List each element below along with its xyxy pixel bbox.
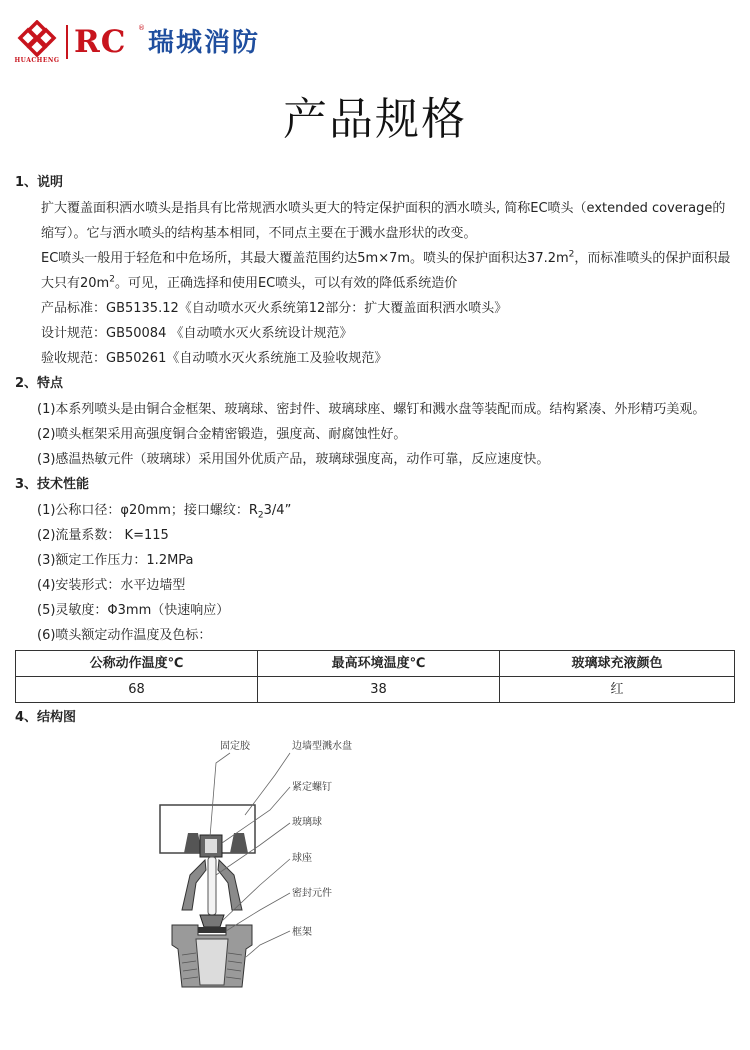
table-cell: 68 — [16, 677, 258, 703]
tech-item-1 — [15, 498, 737, 523]
label-bulb-seat: 球座 — [292, 853, 312, 864]
acceptance-standard: 验收规范：GB50261《自动喷水灭火系统施工及验收规范》 — [41, 351, 388, 366]
section1-p2c: 。可见，正确选择和使用EC喷头，可以有效的降低系统造价 — [114, 276, 458, 291]
bulb-seat-shape — [200, 915, 224, 927]
label-glass-bulb: 玻璃球 — [292, 817, 322, 828]
feature-item-1: (1)本系列喷头是由铜合金框架、玻璃球、密封件、玻璃球座、螺钉和溅水盘等装配而成。结构紧凑、外形精巧美观。 — [37, 402, 706, 417]
sprinkler-drawing-icon — [150, 735, 390, 995]
feature-item-3: (3)感温热敏元件（玻璃球）采用国外优质产品，玻璃球强度高，动作可靠，反应速度快。 — [37, 452, 550, 467]
glass-bulb-shape — [208, 857, 216, 915]
section1-paragraph1: 扩大覆盖面积洒水喷头是指具有比常规洒水喷头更大的特定保护面积的洒水喷头, 简称EC喷头（extended coverage的缩写）。它与洒水喷头的结构基本相同，不同点主要在于溅水盘形状的改变。 — [41, 201, 726, 241]
sub-2: 2 — [257, 510, 264, 521]
sprinkler-structure-diagram — [150, 735, 390, 995]
label-fixing-glue: 固定胶 — [220, 741, 250, 752]
section1-paragraph2 — [15, 246, 737, 296]
orifice-shape — [196, 939, 228, 985]
tech-item-1b: 3/4” — [263, 503, 292, 518]
label-frame: 框架 — [292, 927, 312, 938]
tech-item-4: (4)安装形式：水平边墙型 — [37, 578, 186, 593]
label-deflector: 边墙型溅水盘 — [292, 741, 352, 752]
section1-p2b: ，而标准喷头的保护面积最大只有20m — [41, 251, 731, 291]
logo-separator — [66, 25, 68, 59]
page-title: 产品规格 — [283, 94, 467, 145]
brand-logo — [14, 20, 314, 68]
label-seal: 密封元件 — [292, 888, 332, 899]
frame-arm-shape — [182, 860, 206, 910]
tech-item-1a: (1)公称口径：φ20mm；接口螺纹：R — [37, 503, 258, 518]
diamond-logo-icon — [14, 20, 60, 58]
section3-heading: 3、技术性能 — [15, 477, 90, 492]
table-cell: 38 — [257, 677, 499, 703]
sup-2: 2 — [568, 249, 575, 260]
table-row — [16, 677, 735, 703]
product-standard: 产品标准：GB5135.12《自动喷水灭火系统第12部分：扩大覆盖面积洒水喷头》 — [41, 301, 508, 316]
set-screw-shape — [205, 839, 217, 853]
spec-content — [15, 170, 737, 731]
sup-2: 2 — [109, 274, 115, 285]
tech-item-3: (3)额定工作压力：1.2MPa — [37, 553, 194, 568]
temperature-color-table — [15, 650, 735, 703]
table-cell: 红 — [499, 677, 734, 703]
table-header: 最高环境温度℃ — [257, 651, 499, 677]
brand-name: 瑞城消防 — [148, 28, 261, 58]
frame-arm-shape — [218, 860, 242, 910]
tech-item-5: (5)灵敏度：Φ3mm（快速响应） — [37, 603, 230, 618]
brand-rc: RC — [74, 24, 127, 60]
table-header: 玻璃球充液颜色 — [499, 651, 734, 677]
tech-item-6: (6)喷头额定动作温度及色标： — [37, 628, 212, 643]
design-standard: 设计规范：GB50084 《自动喷水灭火系统设计规范》 — [41, 326, 353, 341]
section1-heading: 1、说明 — [15, 175, 64, 190]
seal-shape — [198, 927, 226, 933]
tech-item-2: (2)流量系数： K=115 — [37, 528, 169, 543]
section1-p2a: EC喷头一般用于轻危和中危场所，其最大覆盖范围约达5m×7m。喷头的保护面积达37.2m — [41, 251, 569, 266]
brand-sub-text: HUACHENG — [14, 57, 60, 64]
table-header-row — [16, 651, 735, 677]
table-header: 公称动作温度℃ — [16, 651, 258, 677]
section4-heading: 4、结构图 — [15, 710, 77, 725]
label-set-screw: 紧定螺钉 — [292, 782, 332, 793]
section2-heading: 2、特点 — [15, 376, 64, 391]
feature-item-2: (2)喷头框架采用高强度铜合金精密锻造，强度高、耐腐蚀性好。 — [37, 427, 407, 442]
registered-mark: ® — [138, 24, 145, 32]
